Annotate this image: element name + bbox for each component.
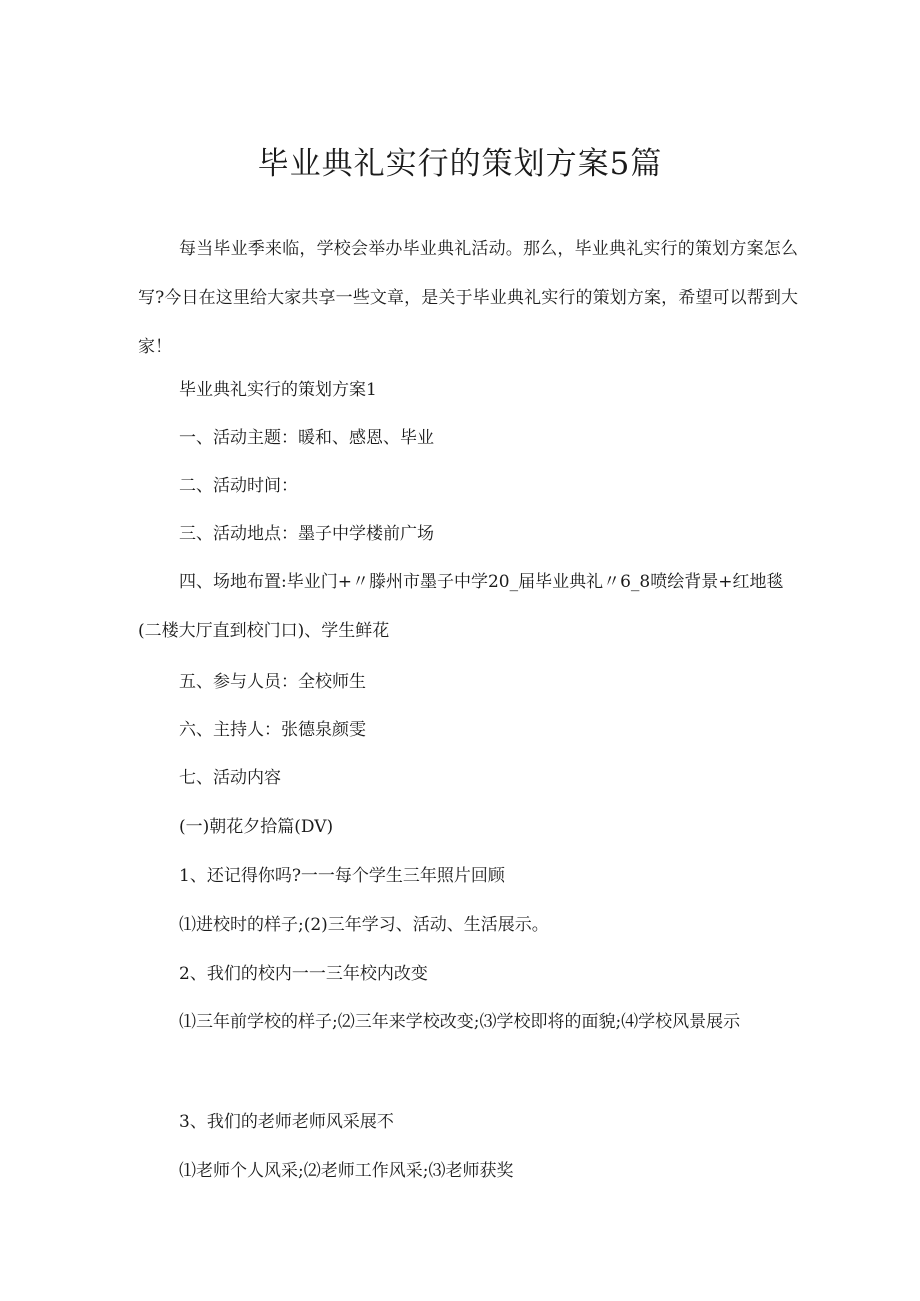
item-sub-3: 3、我们的老师老师风采展不: [179, 1112, 394, 1132]
item-sub-1-detail: ⑴进校时的样子;(2)三年学习、活动、生活展示。: [179, 915, 549, 935]
item-theme: 一、活动主题：暖和、感恩、毕业: [179, 428, 434, 448]
item-part-one: (一)朝花夕拾篇(DV): [179, 817, 334, 837]
item-sub-3-detail: ⑴老师个人风采;⑵老师工作风采;⑶老师获奖: [179, 1161, 514, 1181]
item-venue-layout: 四、场地布置:毕业门+〃滕州市墨子中学20_届毕业典礼〃6_8喷绘背景+红地毯(二楼大厅直到校门口)、学生鲜花: [138, 572, 784, 641]
item-location: 三、活动地点：墨子中学楼前广场: [179, 524, 434, 544]
section-heading: 毕业典礼实行的策划方案1: [179, 380, 377, 400]
item-participants: 五、参与人员：全校师生: [179, 672, 366, 692]
item-sub-1: 1、还记得你吗?一一每个学生三年照片回顾: [179, 866, 505, 886]
intro-paragraph: 每当毕业季来临，学校会举办毕业典礼活动。那么，毕业典礼实行的策划方案怎么写?今日在这里给大家共享一些文章，是关于毕业典礼实行的策划方案，希望可以帮到大家！: [138, 239, 798, 357]
document-title: 毕业典礼实行的策划方案5篇: [257, 146, 663, 182]
item-content: 七、活动内容: [179, 768, 281, 788]
item-host: 六、主持人：张德泉颜雯: [179, 720, 366, 740]
item-sub-2: 2、我们的校内一一三年校内改变: [179, 964, 428, 984]
item-time: 二、活动时间：: [179, 476, 298, 496]
item-sub-2-detail: ⑴三年前学校的样子;⑵三年来学校改变;⑶学校即将的面貌;⑷学校风景展示: [179, 1012, 741, 1032]
